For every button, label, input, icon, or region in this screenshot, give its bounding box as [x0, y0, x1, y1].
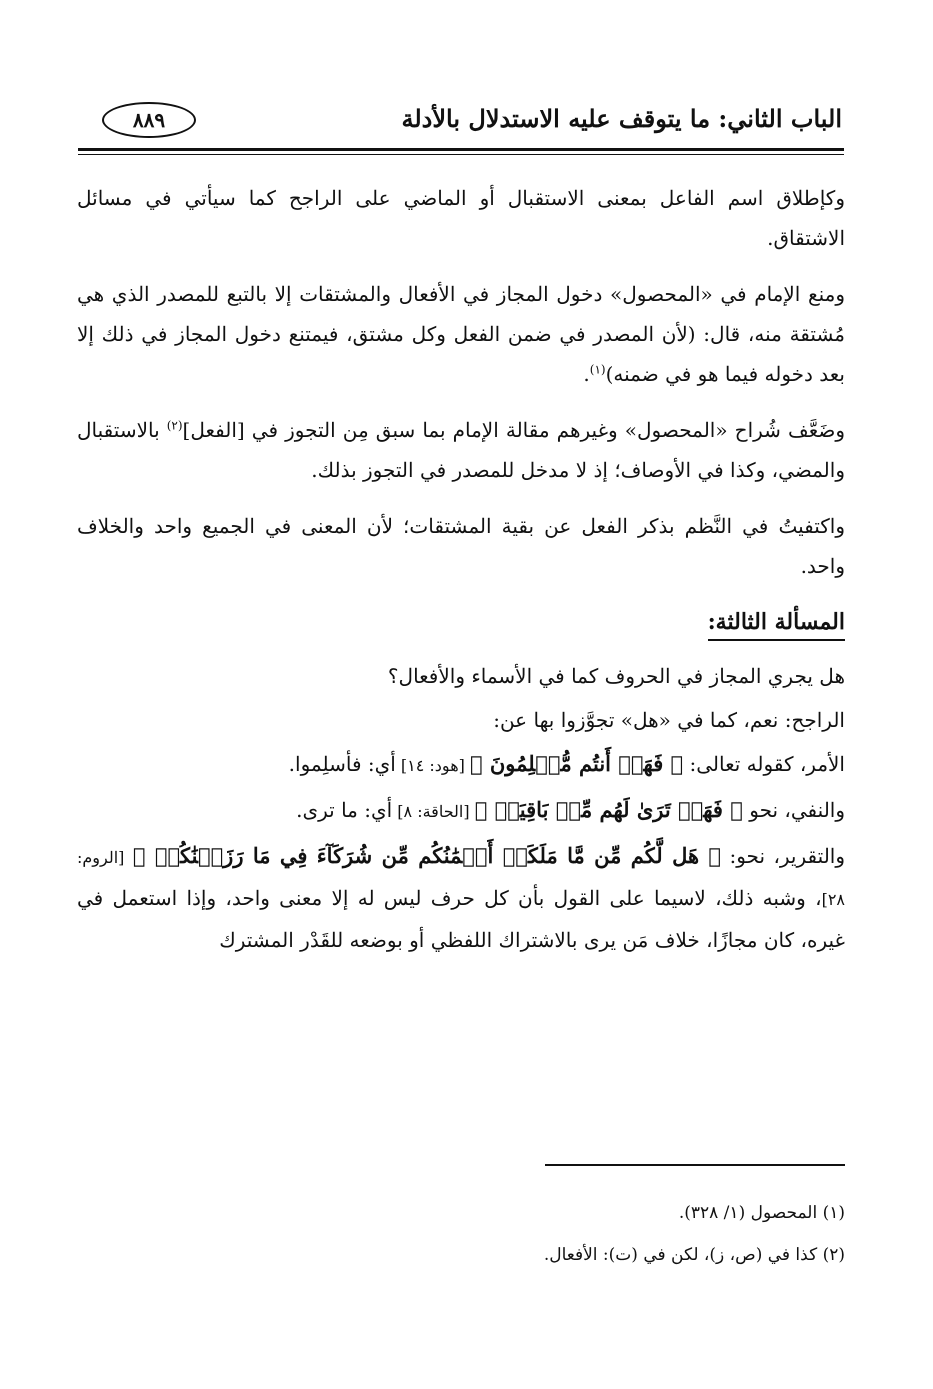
example-affirmation: [77, 836, 845, 960]
header-rule-thick: [78, 148, 844, 151]
question: هل يجري المجاز في الحروف كما في الأسماء والأفعال؟: [387, 664, 845, 688]
verse-ref-hud: [هود: ١٤]: [395, 756, 470, 775]
paragraph-3-end: بالاستقبال والمضي، وكذا في الأوصاف؛ إذ لا مدخل للمصدر في التجوز بذلك.: [77, 418, 845, 482]
paragraph-4: واكتفيتُ في النَّظم بذكر الفعل عن بقية المشتقات؛ لأن المعنى في الجميع واحد والخلاف واحد.: [77, 514, 845, 578]
paragraph-3-start: وضَعَّف شُراح «المحصول» وغيرهم مقالة الإمام بما سبق مِن التجوز في [الفعل]: [182, 418, 845, 442]
paragraph-1: وكإطلاق اسم الفاعل بمعنى الاستقبال أو الماضي على الراجح كما سيأتي في مسائل الاشتقاق.: [77, 186, 845, 250]
footnote-1: (١) المحصول (١/ ٣٢٨).: [678, 1203, 845, 1223]
paragraph-2-text: ومنع الإمام في «المحصول» دخول المجاز في الأفعال والمشتقات إلا بالتبع للمصدر الذي هي مُشتقة منه، قال: (لأن المصدر في ضمن الفعل وكل مشتق، فيمتنع دخول المجاز في ذلك إلا بعد دخوله فيما هو في ضمنه): [77, 282, 845, 386]
example-affirmation-lead: والتقرير، نحو:: [721, 844, 845, 868]
verse-haqqa-8: ﴿ فَهَلۡ تَرَىٰ لَهُم مِّنۢ بَاقِيَةٖ ﴾: [474, 797, 743, 822]
example-command-lead: الأمر، كقوله تعالى:: [683, 752, 845, 776]
paragraph-2-end: .: [583, 362, 590, 386]
footnote-ref-2: (٢): [166, 418, 183, 433]
example-command-tail: أي: فأسلِموا.: [288, 752, 396, 776]
chapter-title: الباب الثاني: ما يتوقف عليه الاستدلال بالأدلة: [401, 104, 842, 133]
verse-hud-14: ﴿ فَهَلۡ أَنتُم مُّسۡلِمُونَ ﴾: [469, 751, 684, 776]
example-negation: [77, 790, 845, 832]
section-heading-text: المسألة الثالثة:: [708, 609, 845, 641]
paragraph-2: [77, 274, 845, 394]
answer: الراجح: نعم، كما في «هل» تجوَّزوا بها عن:: [493, 708, 845, 732]
example-command: [77, 744, 845, 786]
footnote-ref-1: (١): [589, 362, 606, 377]
example-negation-tail: أي: ما ترى.: [296, 798, 393, 822]
example-negation-lead: والنفي، نحو: [742, 798, 845, 822]
paragraph-3: [77, 410, 845, 490]
running-header: [80, 100, 842, 144]
verse-ref-rum: [الروم: ٢٨]: [77, 848, 845, 909]
main-text: [77, 178, 845, 976]
footnote-2: (٢) كذا في (ص، ز)، لكن في (ت): الأفعال.: [543, 1245, 845, 1265]
verse-ref-haqqa: [الحاقة: ٨]: [392, 802, 475, 821]
footnote-separator: [545, 1164, 845, 1166]
page-number: ٨٨٩: [102, 102, 196, 138]
section-heading: [77, 602, 845, 642]
header-rule-thin: [78, 154, 844, 155]
footnotes: [77, 1192, 845, 1276]
example-affirmation-tail: ، وشبه ذلك، لاسيما على القول بأن كل حرف ليس له إلا معنى واحد، وإذا استعمل في غيره، كان مجازًا، خلاف مَن يرى بالاشتراك اللفظي أو بوضعه للقَدْر المشترك: [77, 886, 845, 952]
verse-rum-28: ﴿ هَل لَّكُم مِّن مَّا مَلَكَتۡ أَيۡمَٰنُكُم مِّن شُرَكَآءَ فِي مَا رَزَقۡنَٰكُمۡ ﴾: [132, 843, 722, 868]
